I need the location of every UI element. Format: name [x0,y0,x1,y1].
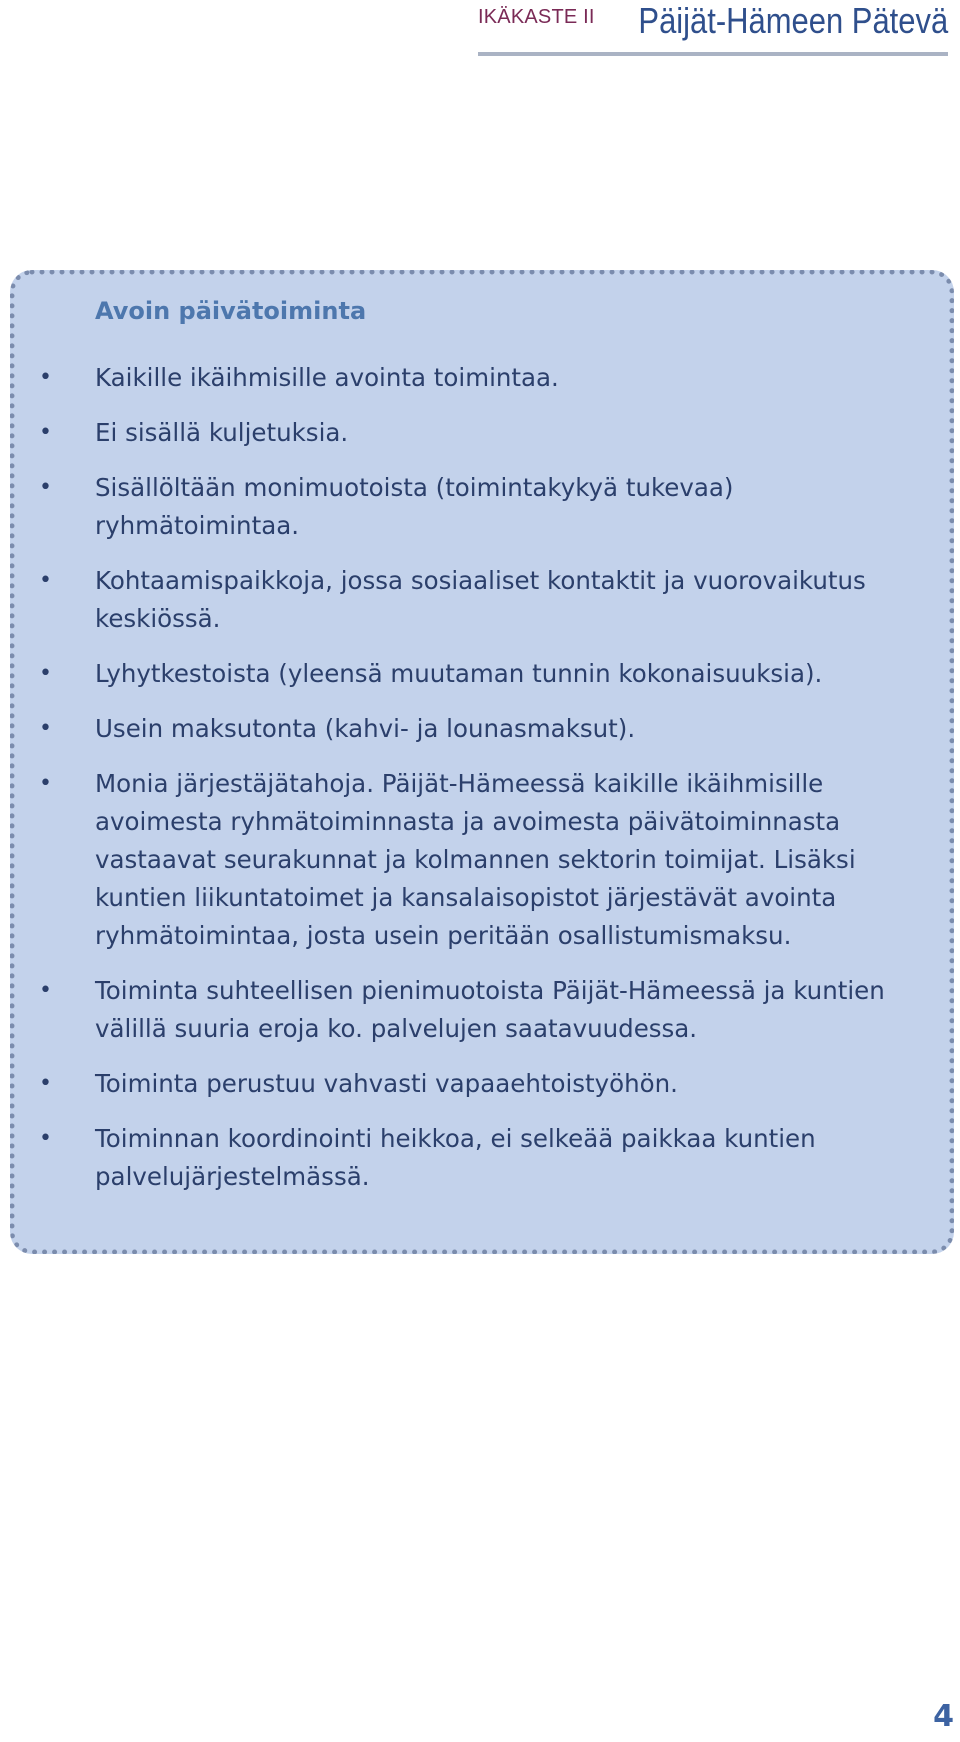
box-title: Avoin päivätoiminta [95,297,367,325]
bullet-icon: • [39,365,52,390]
page-number: 4 [933,1699,954,1734]
list-item-text: Usein maksutonta (kahvi- ja lounasmaksut). [95,714,636,743]
list-item-text: Lyhytkestoista (yleensä muutaman tunnin kokonaisuuksia). [95,659,823,688]
list-item-text: Monia järjestäjätahoja. Päijät-Hämeessä kaikille ikäihmisille avoimesta ryhmätoiminnasta ja avoimesta päivätoiminnasta vastaavat seurakunnat ja kolmannen sektorin toimijat. Lisäksi kuntien liikuntatoimet ja kansalaisopistot järjestävät avointa ryhmätoimintaa, josta usein peritään osallistumismaksu. [95,769,856,950]
bullet-icon: • [39,1126,52,1151]
list-item-text: Kohtaamispaikkoja, jossa sosiaaliset kontaktit ja vuorovaikutus keskiössä. [95,566,866,633]
bullet-icon: • [39,771,52,796]
list-item-text: Kaikille ikäihmisille avointa toimintaa. [95,363,559,392]
bullet-icon: • [39,716,52,741]
info-box [10,270,954,1254]
list-item-text: Toiminta perustuu vahvasti vapaaehtoistyöhön. [95,1069,678,1098]
bullet-icon: • [39,568,52,593]
list-item-text: Toiminnan koordinointi heikkoa, ei selkeää paikkaa kuntien palvelujärjestelmässä. [95,1124,816,1191]
list-item [39,562,930,638]
list-item [39,414,930,452]
list-item [39,1120,930,1196]
list-item [39,1065,930,1103]
bullet-icon: • [39,475,52,500]
bullet-list [39,359,930,1213]
series-label: IKÄKASTE II [478,6,595,28]
list-item [39,469,930,545]
list-item-text: Sisällöltään monimuotoista (toimintakykyä tukevaa) ryhmätoimintaa. [95,473,734,540]
list-item-text: Ei sisällä kuljetuksia. [95,418,349,447]
publication-title: Päijät-Hämeen Pätevä [638,0,948,41]
list-item [39,359,930,397]
bullet-icon: • [39,661,52,686]
page-header [478,0,948,56]
list-item [39,765,930,955]
list-item-text: Toiminta suhteellisen pienimuotoista Päijät-Hämeessä ja kuntien välillä suuria eroja ko. palvelujen saatavuudessa. [95,976,885,1043]
list-item [39,655,930,693]
bullet-icon: • [39,1071,52,1096]
list-item [39,972,930,1048]
bullet-icon: • [39,420,52,445]
bullet-icon: • [39,978,52,1003]
list-item [39,710,930,748]
